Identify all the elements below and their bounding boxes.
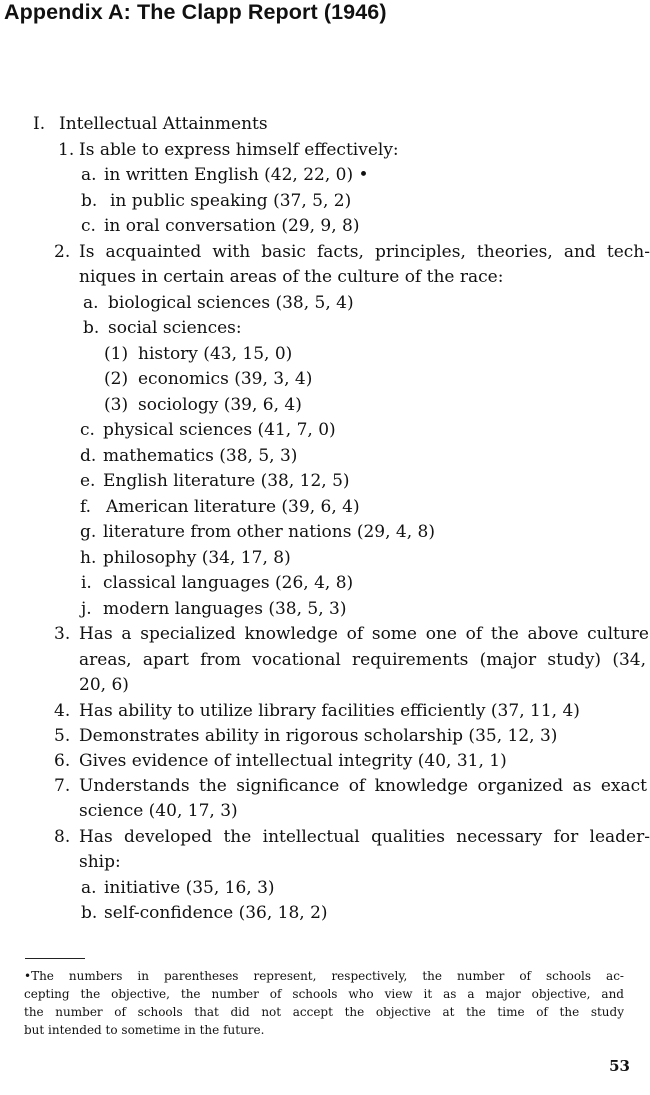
item-text: mathematics (38, 5, 3) xyxy=(103,445,298,466)
list-item xyxy=(0,342,650,368)
item-marker: i. xyxy=(81,573,92,593)
list-item xyxy=(0,469,650,495)
item-marker: j. xyxy=(81,598,92,619)
item-text: niques in certain areas of the culture of the race: xyxy=(79,267,504,287)
list-item xyxy=(0,699,650,724)
item-marker: a. xyxy=(83,292,99,313)
item-marker: 5. xyxy=(54,725,71,746)
list-item xyxy=(0,189,650,215)
item-marker: (2) xyxy=(104,369,129,389)
list-item xyxy=(0,597,650,623)
item-text: Has developed the intellectual qualities necessary for leader- xyxy=(79,826,650,847)
item-text: Understands the significance of knowledge organized as exact xyxy=(79,775,647,796)
item-text: in public speaking (37, 5, 2) xyxy=(110,190,352,211)
list-item xyxy=(0,240,650,266)
item-text: ship: xyxy=(79,852,121,872)
item-marker: e. xyxy=(80,471,96,491)
list-item xyxy=(0,724,650,749)
item-text: Has a specialized knowledge of some one of the above culture xyxy=(79,624,649,644)
item-marker: (1) xyxy=(104,343,129,364)
list-item xyxy=(0,622,650,648)
footnote-line: •The numbers in parentheses represent, respectively, the number of schools ac- xyxy=(24,969,624,983)
list-item xyxy=(0,546,650,572)
list-item xyxy=(0,393,650,419)
item-text: areas, apart from vocational requirements (major study) (34, xyxy=(79,649,646,670)
item-text: Is able to express himself effectively: xyxy=(79,139,399,160)
footnote-line: the number of schools that did not accept the objective at the time of the study xyxy=(24,1005,624,1019)
item-text: Demonstrates ability in rigorous scholarship (35, 12, 3) xyxy=(79,725,558,746)
list-item xyxy=(0,163,650,189)
item-text: literature from other nations (29, 4, 8) xyxy=(103,522,435,542)
list-item xyxy=(0,367,650,393)
item-marker: b. xyxy=(81,903,98,923)
footnote xyxy=(24,967,624,1039)
item-marker: c. xyxy=(81,216,96,236)
item-marker: h. xyxy=(80,547,97,568)
item-marker: c. xyxy=(80,420,95,440)
item-text: Gives evidence of intellectual integrity (40, 31, 1) xyxy=(79,750,507,771)
list-item xyxy=(0,901,650,927)
item-text: social sciences: xyxy=(108,318,242,338)
item-marker: 1. xyxy=(58,139,75,160)
item-marker: 4. xyxy=(54,700,71,721)
item-text: sociology (39, 6, 4) xyxy=(138,394,302,415)
item-marker: a. xyxy=(81,165,97,185)
item-marker: 2. xyxy=(54,241,71,262)
list-item xyxy=(0,876,650,902)
item-text: Is acquainted with basic facts, principles, theories, and tech- xyxy=(79,241,650,262)
item-text: philosophy (34, 17, 8) xyxy=(103,547,291,568)
section-marker: I. xyxy=(33,114,46,134)
item-text: 20, 6) xyxy=(79,675,129,695)
section-title: Intellectual Attainments xyxy=(59,114,268,134)
list-item-continuation xyxy=(0,799,650,825)
footnote-line: but intended to sometime in the future. xyxy=(24,1023,265,1037)
item-text: history (43, 15, 0) xyxy=(138,343,293,364)
list-item xyxy=(0,418,650,444)
list-item xyxy=(0,316,650,342)
item-text: modern languages (38, 5, 3) xyxy=(103,598,347,619)
list-item xyxy=(0,749,650,774)
item-text: American literature (39, 6, 4) xyxy=(106,496,360,517)
item-text: in written English (42, 22, 0) • xyxy=(104,165,369,185)
item-text: English literature (38, 12, 5) xyxy=(103,471,350,491)
list-item-continuation xyxy=(0,648,650,674)
list-item xyxy=(0,825,650,851)
list-item xyxy=(0,444,650,470)
item-marker: a. xyxy=(81,877,97,898)
page-title: Appendix A: The Clapp Report (1946) xyxy=(4,0,387,24)
list-item xyxy=(0,520,650,546)
objectives-list xyxy=(0,112,650,927)
item-marker: 3. xyxy=(54,624,71,644)
item-marker: (3) xyxy=(104,394,129,415)
list-item xyxy=(0,571,650,597)
item-marker: 8. xyxy=(54,826,71,847)
footnote-line: cepting the objective, the number of schools who view it as a major objective, and xyxy=(24,987,624,1001)
list-item xyxy=(0,774,650,800)
item-marker: g. xyxy=(80,522,97,542)
item-text: physical sciences (41, 7, 0) xyxy=(103,420,336,440)
item-text: economics (39, 3, 4) xyxy=(138,369,313,389)
footnote-rule xyxy=(25,958,85,959)
item-marker: f. xyxy=(80,496,92,517)
list-item xyxy=(0,214,650,240)
item-text: classical languages (26, 4, 8) xyxy=(103,573,354,593)
item-text: science (40, 17, 3) xyxy=(79,801,238,821)
item-text: initiative (35, 16, 3) xyxy=(104,877,275,898)
item-marker: b. xyxy=(81,190,98,211)
item-marker: 6. xyxy=(54,750,71,771)
page-number: 53 xyxy=(609,1057,630,1075)
item-text: Has ability to utilize library facilities efficiently (37, 11, 4) xyxy=(79,700,580,721)
list-item xyxy=(0,138,650,164)
list-item-continuation xyxy=(0,265,650,291)
section-heading xyxy=(0,112,650,138)
list-item xyxy=(0,495,650,521)
list-item xyxy=(0,291,650,317)
item-marker: b. xyxy=(83,318,100,338)
item-text: biological sciences (38, 5, 4) xyxy=(108,292,354,313)
item-text: self-confidence (36, 18, 2) xyxy=(104,903,328,923)
list-item-continuation xyxy=(0,850,650,876)
item-text: in oral conversation (29, 9, 8) xyxy=(104,216,360,236)
item-marker: d. xyxy=(80,445,97,466)
list-item-continuation xyxy=(0,673,650,699)
item-marker: 7. xyxy=(54,775,71,796)
